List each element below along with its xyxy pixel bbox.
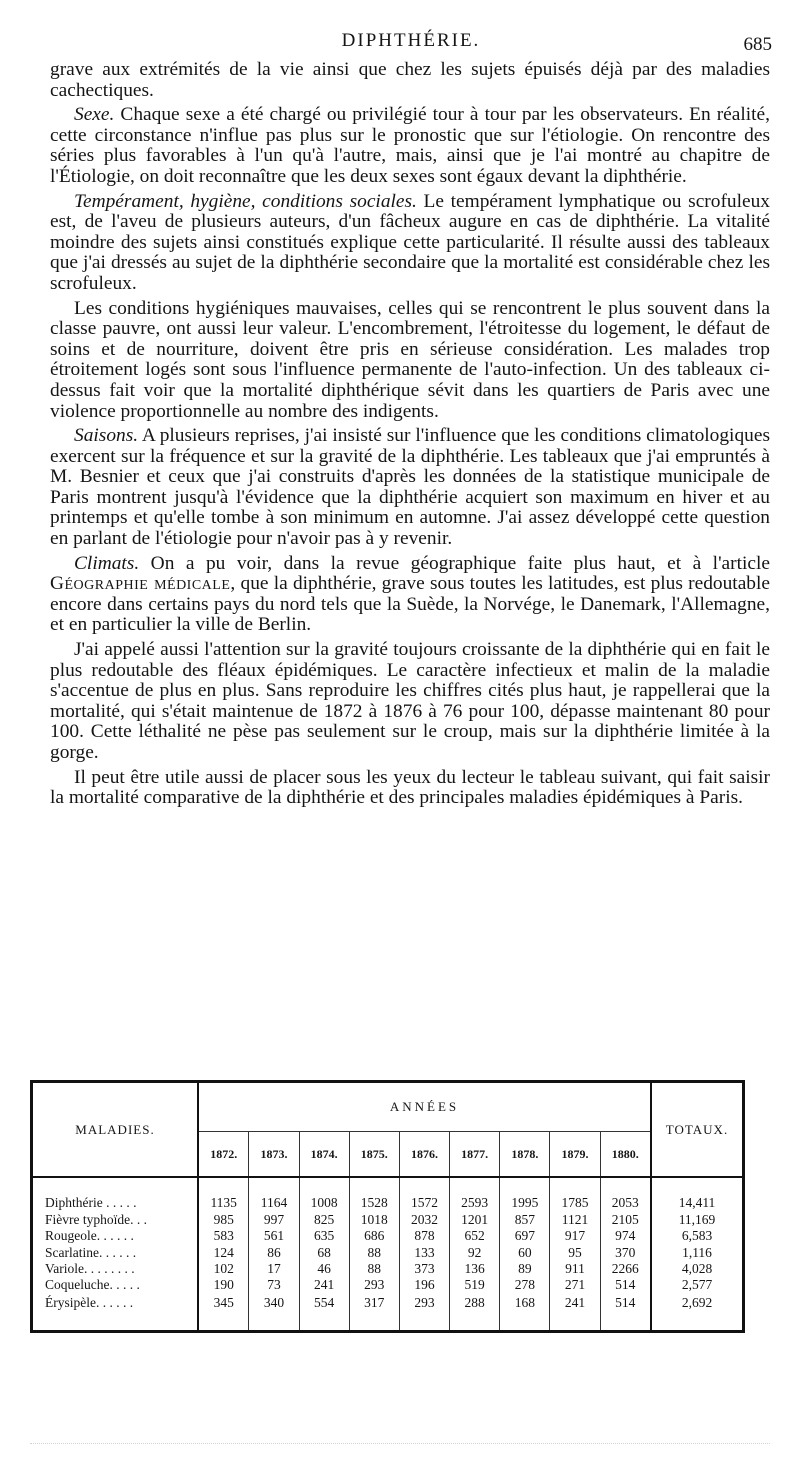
table-row xyxy=(33,1277,742,1293)
row-total: 2,577 xyxy=(681,1277,713,1293)
death-count: 136 xyxy=(450,1261,500,1277)
death-count: 46 xyxy=(299,1261,349,1277)
death-count: 974 xyxy=(600,1229,651,1245)
death-count: 168 xyxy=(500,1294,550,1330)
paragraph xyxy=(50,640,770,764)
death-count: 1572 xyxy=(399,1177,449,1212)
table-row xyxy=(33,1177,742,1212)
death-count: 561 xyxy=(249,1229,299,1245)
disease-name: Coqueluche. . . . . xyxy=(33,1277,198,1293)
death-count: 554 xyxy=(299,1294,349,1330)
row-total: 1,116 xyxy=(682,1244,712,1260)
paragraph-text: Les conditions hygiéniques mauvaises, celles qui se rencontrent le plus souvent dans la classe pauvre, ont aussi leur valeur. L'encombrement, l'étroitesse du logement, le défaut de soins et de nourriture, doivent être pris en sérieuse considération. Les malades trop étroitement logés sont sous l'influence permanente de l'auto-infection. Un des tableaux ci-dessus fait voir que la mortalité diphthérique sévit dans les quartiers de Paris avec une violence proportionnelle au nombre des indigents. xyxy=(50,297,770,422)
death-count: 652 xyxy=(450,1229,500,1245)
paragraph xyxy=(50,192,770,295)
death-count: 1201 xyxy=(450,1212,500,1228)
death-count: 1785 xyxy=(550,1177,600,1212)
death-count: 1018 xyxy=(349,1212,399,1228)
year-header: 1880. xyxy=(600,1132,651,1178)
death-count: 241 xyxy=(550,1294,600,1330)
death-count: 635 xyxy=(299,1229,349,1245)
death-count: 2032 xyxy=(399,1212,449,1228)
death-count: 288 xyxy=(450,1294,500,1330)
death-count: 878 xyxy=(399,1229,449,1245)
death-count: 2266 xyxy=(600,1261,651,1277)
year-header: 1872. xyxy=(198,1132,249,1178)
death-count: 92 xyxy=(450,1245,500,1261)
year-header: 1877. xyxy=(450,1132,500,1178)
death-count: 2053 xyxy=(600,1177,651,1212)
death-count: 190 xyxy=(198,1277,249,1293)
page-header xyxy=(50,30,772,56)
paragraph-text: J'ai appelé aussi l'attention sur la gravité toujours croissante de la diphthérie qui en fait le plus redoutable des fléaux épidémiques. Le caractère infectieux et malin de la maladie s'accentue de plus en plus. Sans reproduire les chiffres cités plus haut, je rappellerai que la mortalité, qui s'était maintenue de 1872 à 1876 à 76 pour 100, dépasse maintenant 80 pour 100. Cette léthalité ne pèse pas seulement sur le croup, mais sur la diphthérie limitée à la gorge. xyxy=(50,639,770,763)
death-count: 73 xyxy=(249,1277,299,1293)
death-count: 370 xyxy=(600,1245,651,1261)
table-row xyxy=(33,1245,742,1261)
paragraph-text: grave aux extrémités de la vie ainsi que chez les sujets épuisés déjà par des maladies cachectiques. xyxy=(50,59,770,101)
table-row xyxy=(33,1294,742,1330)
year-header: 1878. xyxy=(500,1132,550,1178)
death-count: 293 xyxy=(349,1277,399,1293)
paragraph xyxy=(50,60,770,101)
paragraph-lead: Sexe. xyxy=(74,104,115,126)
body-text xyxy=(50,60,770,813)
col-header-maladies: MALADIES. xyxy=(33,1083,198,1177)
disease-name: Diphthérie . . . . . xyxy=(33,1177,198,1212)
death-count: 124 xyxy=(198,1245,249,1261)
paragraph-text: Il peut être utile aussi de placer sous les yeux du lecteur le tableau suivant, qui fait saisir la mortalité comparative de la diphthérie et des principales maladies épidémiques à Paris. xyxy=(50,766,770,809)
table-body xyxy=(33,1177,742,1330)
row-total: 11,169 xyxy=(678,1212,716,1228)
disease-name: Variole. . . . . . . . xyxy=(33,1261,198,1277)
death-count: 825 xyxy=(299,1212,349,1228)
death-count: 89 xyxy=(500,1261,550,1277)
year-header: 1873. xyxy=(249,1132,299,1178)
death-count: 583 xyxy=(198,1229,249,1245)
death-count: 293 xyxy=(399,1294,449,1330)
death-count: 1528 xyxy=(349,1177,399,1212)
col-header-annees: ANNÉES xyxy=(198,1083,651,1132)
disease-name: Rougeole. . . . . . xyxy=(33,1229,198,1245)
death-count: 340 xyxy=(249,1294,299,1330)
death-count: 1008 xyxy=(299,1177,349,1212)
death-count: 133 xyxy=(399,1245,449,1261)
death-count: 917 xyxy=(550,1229,600,1245)
paragraph xyxy=(50,105,770,187)
death-count: 514 xyxy=(600,1294,651,1330)
paragraph xyxy=(50,426,770,550)
death-count: 271 xyxy=(550,1277,600,1293)
death-count: 997 xyxy=(249,1212,299,1228)
paragraph-lead: Climats. xyxy=(74,552,140,574)
death-count: 1121 xyxy=(550,1212,600,1228)
death-count: 95 xyxy=(550,1245,600,1261)
paragraph xyxy=(50,299,770,423)
death-count: 911 xyxy=(550,1261,600,1277)
death-count: 697 xyxy=(500,1229,550,1245)
death-count: 857 xyxy=(500,1212,550,1228)
year-header: 1876. xyxy=(399,1132,449,1178)
paragraph-text: Le tempérament lymphatique ou scrofuleux est, de l'aveu de plusieurs auteurs, d'un fâcheux augure en cas de diphthérie. La vitalité moindre des sujets ainsi constitués explique cette particularité. Il résulte aussi des tableaux que j'ai dressés au sujet de la diphthérie secondaire que la mortalité est considérable chez les scrofuleux. xyxy=(50,190,770,294)
disease-name: Érysipèle. . . . . . xyxy=(33,1294,198,1330)
row-total: 4,028 xyxy=(681,1260,713,1276)
running-title: DIPHTHÉRIE. xyxy=(341,30,481,51)
death-count: 196 xyxy=(399,1277,449,1293)
death-count: 1995 xyxy=(500,1177,550,1212)
death-count: 17 xyxy=(249,1261,299,1277)
table-row xyxy=(33,1229,742,1245)
death-count: 345 xyxy=(198,1294,249,1330)
mortality-table xyxy=(30,1080,745,1333)
row-total: 2,692 xyxy=(681,1294,713,1310)
death-count: 317 xyxy=(349,1294,399,1330)
paragraph-text: Chaque sexe a été chargé ou privilégié tour à tour par les observateurs. En réalité, cette circonstance n'influe pas plus sur le pronostic que sur l'étiologie. On rencontre des séries plus favorables à l'un qu'à l'autre, mais, ainsi que je l'ai montré au chapitre de l'Étiologie, on doit reconnaître que les deux sexes sont égaux devant la diphthérie. xyxy=(50,104,770,187)
death-count: 985 xyxy=(198,1212,249,1228)
death-count: 514 xyxy=(600,1277,651,1293)
death-count: 60 xyxy=(500,1245,550,1261)
col-header-totaux: TOTAUX. xyxy=(651,1083,742,1177)
paragraph-lead: Saisons. xyxy=(74,425,139,447)
death-count: 1164 xyxy=(249,1177,299,1212)
row-total: 6,583 xyxy=(681,1228,713,1244)
paragraph-text: A plusieurs reprises, j'ai insisté sur l'influence que les conditions climatologiques exercent sur la fréquence et sur la gravité de la diphthérie. Les tableaux que j'ai empruntés à M. Besnier et ceux que j'ai construits d'après les données de la statistique municipale de Paris montrent jusqu'à l'évidence que la diphthérie acquiert son maximum en hiver et au printemps et qu'elle tombe à son minimum en automne. J'ai assez développé cette question en parlant de l'étiologie pour n'avoir pas à y revenir. xyxy=(50,425,770,550)
disease-name: Fièvre typhoïde. . . xyxy=(33,1212,198,1228)
death-count: 278 xyxy=(500,1277,550,1293)
death-count: 373 xyxy=(399,1261,449,1277)
page-number: 685 xyxy=(743,34,772,55)
death-count: 86 xyxy=(249,1245,299,1261)
death-count: 519 xyxy=(450,1277,500,1293)
paragraph-lead: Tempérament, hygiène, conditions sociales. xyxy=(74,190,417,212)
death-count: 241 xyxy=(299,1277,349,1293)
year-header: 1874. xyxy=(299,1132,349,1178)
death-count: 2105 xyxy=(600,1212,651,1228)
table-row xyxy=(33,1261,742,1277)
row-total: 14,411 xyxy=(678,1194,716,1210)
death-count: 2593 xyxy=(450,1177,500,1212)
disease-name: Scarlatine. . . . . . xyxy=(33,1245,198,1261)
death-count: 68 xyxy=(299,1245,349,1261)
death-count: 88 xyxy=(349,1245,399,1261)
paragraph-text: On a pu voir, dans la revue géographique faite plus haut, et à l'article Géographie médicale, que la diphthérie, grave sous toutes les latitudes, est plus redoutable encore dans certains pays du nord tels que la Suède, la Norvége, le Danemark, l'Allemagne, et en particulier la ville de Berlin. xyxy=(50,552,770,636)
death-count: 686 xyxy=(349,1229,399,1245)
death-count: 1135 xyxy=(198,1177,249,1212)
death-count: 102 xyxy=(198,1261,249,1277)
paragraph xyxy=(50,554,770,636)
year-header: 1879. xyxy=(550,1132,600,1178)
paragraph xyxy=(50,768,770,809)
year-header: 1875. xyxy=(349,1132,399,1178)
table-row xyxy=(33,1212,742,1228)
page-footer-marks xyxy=(30,1443,770,1450)
death-count: 88 xyxy=(349,1261,399,1277)
